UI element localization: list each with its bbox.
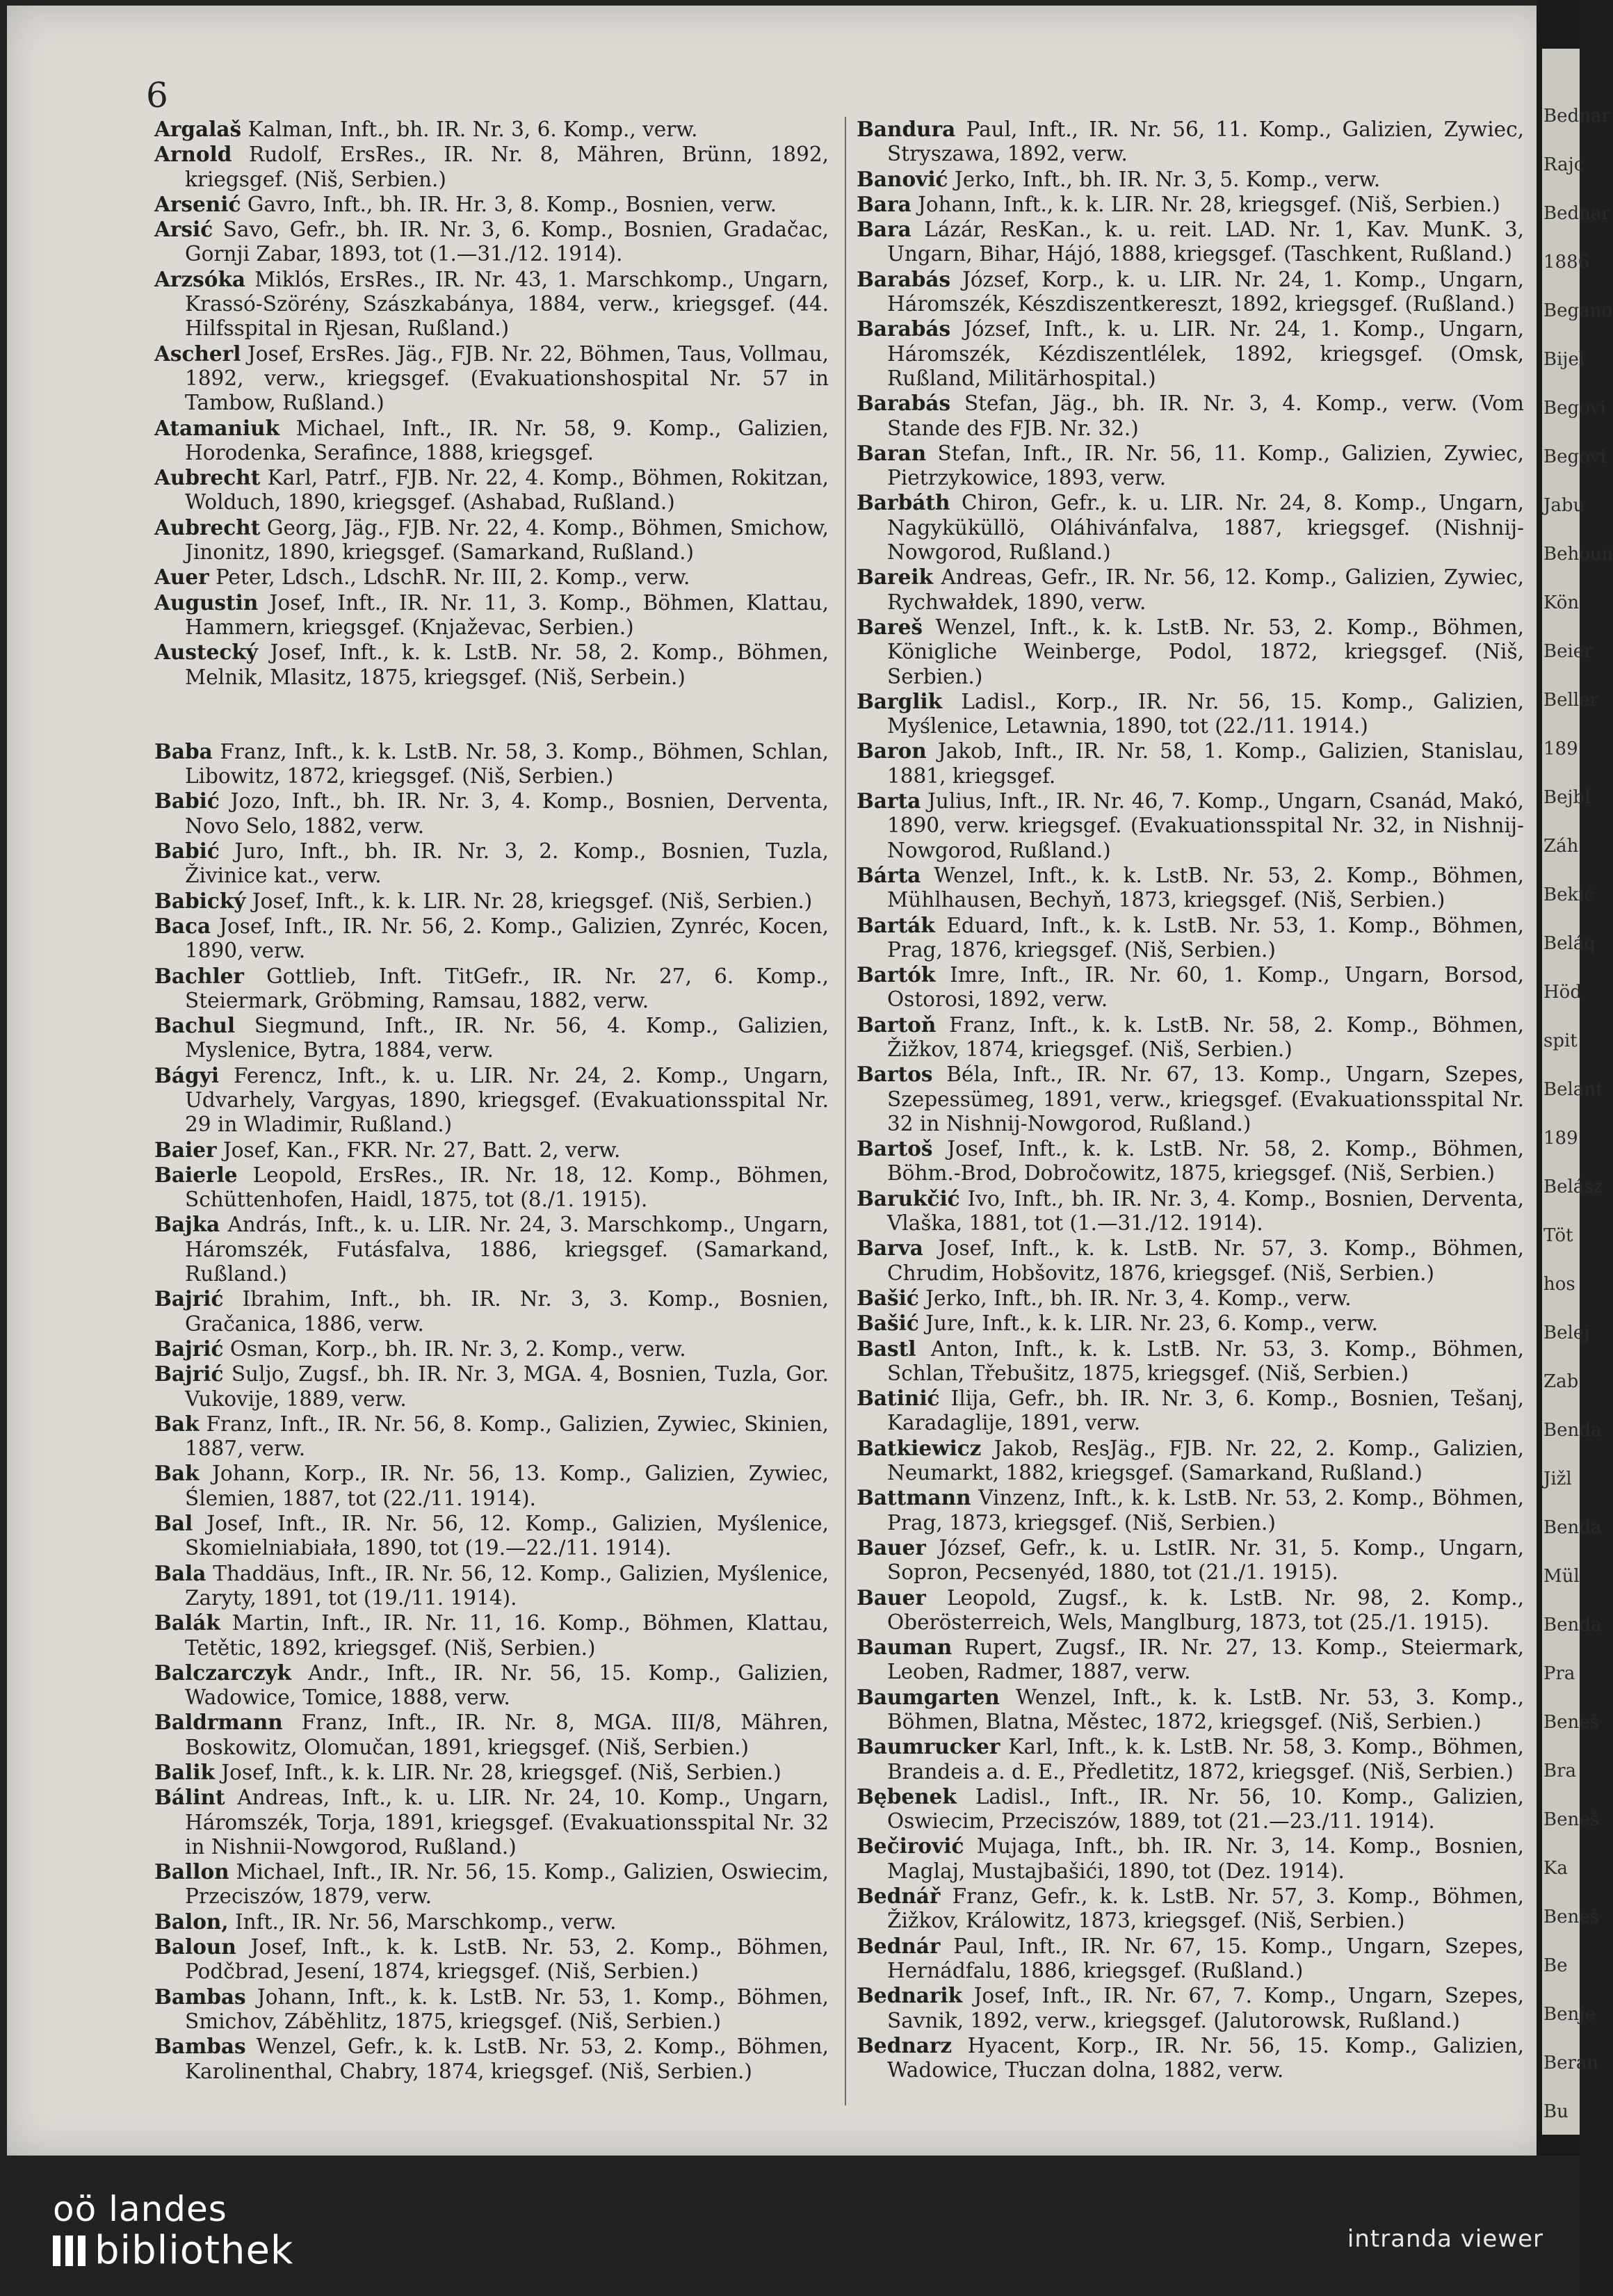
list-entry bbox=[857, 490, 1524, 565]
entry-details: Kalman, Inft., bh. IR. Nr. 3, 6. Komp., verw. bbox=[241, 118, 698, 141]
edge-text-fragment: Záh bbox=[1543, 836, 1579, 857]
entry-details: Suljo, Zugsf., bh. IR. Nr. 3, MGA. 4, Bosnien, Tuzla, Gor. Vukovije, 1889, verw. bbox=[185, 1362, 829, 1411]
entry-details: Lázár, ResKan., k. u. reit. LAD. Nr. 1, Kav. MunK. 3, Ungarn, Bihar, Hájó, 1888, kriegsgef. (Taschkent, Rußland.) bbox=[887, 218, 1524, 266]
entry-details: Jakob, Inft., IR. Nr. 58, 1. Komp., Galizien, Stanislau, 1881, kriegsgef. bbox=[887, 739, 1524, 788]
list-entry bbox=[857, 117, 1524, 167]
entry-details: Jakob, ResJäg., FJB. Nr. 22, 2. Komp., Galizien, Neumarkt, 1882, kriegsgef. (Samarkand, Rußland.) bbox=[887, 1436, 1524, 1485]
list-entry bbox=[857, 1685, 1524, 1735]
entry-details: Thaddäus, Inft., IR. Nr. 56, 12. Komp., Galizien, Myślenice, Zaryty, 1891, tot (19./11. 1914). bbox=[185, 1561, 829, 1610]
entry-details: Osman, Korp., bh. IR. Nr. 3, 2. Komp., verw. bbox=[223, 1336, 686, 1361]
list-entry bbox=[857, 863, 1524, 913]
edge-text-fragment: Benda bbox=[1543, 1517, 1602, 1538]
entry-details: Ibrahim, Inft., bh. IR. Nr. 3, 3. Komp., Bosnien, Gračanica, 1886, verw. bbox=[185, 1287, 829, 1336]
edge-text-fragment: Belej bbox=[1543, 1323, 1590, 1343]
entry-details: Josef, Inft., IR. Nr. 56, 12. Komp., Galizien, Myślenice, Skomielniabiała, 1890, tot (19.—22./11. 1914). bbox=[185, 1512, 829, 1560]
entry-surname: Barglik bbox=[857, 688, 943, 713]
list-entry bbox=[857, 316, 1524, 391]
entry-details: Ladisl., Inft., IR. Nr. 56, 10. Komp., Galizien, Oswiecim, Przeciszów, 1889, tot (21.—23./11. 1914). bbox=[887, 1784, 1524, 1834]
list-entry bbox=[154, 416, 829, 466]
entry-details: Rudolf, ErsRes., IR. Nr. 8, Mähren, Brünn, 1892, kriegsgef. (Niš, Serbien.) bbox=[185, 143, 829, 191]
edge-text-fragment: Belant bbox=[1543, 1079, 1603, 1100]
entry-surname: Bauman bbox=[857, 1635, 953, 1660]
edge-text-fragment: Beier bbox=[1543, 641, 1593, 662]
logo-bars-icon bbox=[53, 2236, 88, 2266]
edge-text-fragment: Rajc bbox=[1543, 154, 1584, 175]
entry-details: József, Korp., k. u. LIR. Nr. 24, 1. Komp., Ungarn, Háromszék, Készdiszentkereszt, 1892, kriegsgef. (Rußland.) bbox=[887, 267, 1524, 316]
list-entry bbox=[154, 789, 829, 839]
list-entry bbox=[154, 839, 829, 889]
entry-surname: Austecký bbox=[154, 640, 258, 665]
entry-details: Karl, Inft., k. k. LstB. Nr. 58, 3. Komp., Böhmen, Brandeis a. d. E., Předletitz, 1872, kriegsgef. (Niš, Serbien.) bbox=[887, 1735, 1524, 1784]
entry-surname: Bednář bbox=[857, 1884, 941, 1909]
entry-surname: Battmann bbox=[857, 1485, 971, 1510]
edge-text-fragment: Beneš bbox=[1543, 1809, 1599, 1830]
entry-details: József, Gefr., k. u. LstIR. Nr. 31, 5. Komp., Ungarn, Sopron, Pecsenyéd, 1880, tot (21./1. 1915). bbox=[887, 1535, 1524, 1585]
scanned-page bbox=[7, 6, 1549, 2156]
entry-details: Franz, Inft., k. k. LstB. Nr. 58, 2. Komp., Böhmen, Žižkov, 1874, kriegsgef. (Niš, Serbien.) bbox=[887, 1012, 1524, 1061]
entry-surname: Bálint bbox=[154, 1785, 225, 1810]
list-entry bbox=[154, 341, 829, 416]
entry-surname: Bartoš bbox=[857, 1136, 933, 1161]
list-entry bbox=[154, 1610, 829, 1660]
list-entry bbox=[154, 640, 829, 690]
entry-surname: Balon, bbox=[154, 1909, 229, 1934]
entry-details: Juro, Inft., bh. IR. Nr. 3, 2. Komp., Bosnien, Tuzla, Živinice kat., verw. bbox=[185, 839, 829, 888]
entry-details: Ilija, Gefr., bh. IR. Nr. 3, 6. Komp., Bosnien, Tešanj, Karadaglije, 1891, verw. bbox=[887, 1387, 1524, 1435]
entry-surname: Bajrić bbox=[154, 1286, 224, 1311]
entry-surname: Ballon bbox=[154, 1859, 229, 1884]
edge-text-fragment: Pra bbox=[1543, 1663, 1575, 1684]
list-entry bbox=[154, 1859, 829, 1909]
list-entry bbox=[857, 391, 1524, 441]
list-entry bbox=[857, 1585, 1524, 1635]
entry-surname: Batkiewicz bbox=[857, 1435, 982, 1460]
entry-surname: Bastl bbox=[857, 1336, 916, 1361]
edge-text-fragment: 189 bbox=[1543, 738, 1578, 759]
entry-surname: Balczarczyk bbox=[154, 1660, 291, 1685]
entry-details: Ladisl., Korp., IR. Nr. 56, 15. Komp., Galizien, Myślenice, Letawnia, 1890, tot (22./11. 1914.) bbox=[887, 689, 1524, 738]
list-entry bbox=[857, 1834, 1524, 1884]
entry-surname: Bareik bbox=[857, 565, 934, 590]
list-entry bbox=[857, 2033, 1524, 2083]
list-entry bbox=[857, 1311, 1524, 1336]
entry-details: Johann, Inft., k. k. LIR. Nr. 28, kriegsgef. (Niš, Serbien.) bbox=[911, 192, 1500, 216]
entry-details: Michael, Inft., IR. Nr. 58, 9. Komp., Galizien, Horodenka, Serafince, 1888, kriegsgef. bbox=[185, 416, 829, 464]
entry-surname: Aubrecht bbox=[154, 465, 261, 490]
edge-text-fragment: Benda bbox=[1543, 1615, 1602, 1635]
entry-surname: Barabás bbox=[857, 316, 951, 341]
entry-details: Wenzel, Inft., k. k. LstB. Nr. 53, 3. Komp., Böhmen, Blatna, Městec, 1872, kriegsgef. (Niš, Serbien.) bbox=[887, 1685, 1524, 1733]
entry-details: Johann, Korp., IR. Nr. 56, 13. Komp., Galizien, Zywiec, Ślemien, 1887, tot (22./11. 1914). bbox=[185, 1462, 829, 1510]
list-entry bbox=[154, 1361, 829, 1412]
list-entry bbox=[857, 167, 1524, 192]
entry-surname: Baron bbox=[857, 738, 927, 763]
list-entry bbox=[857, 1062, 1524, 1136]
entry-surname: Bašić bbox=[857, 1311, 919, 1336]
edge-text-fragment: Bijel bbox=[1543, 349, 1585, 370]
list-entry bbox=[154, 914, 829, 964]
edge-text-fragment: Töt bbox=[1543, 1225, 1573, 1246]
entry-details: Paul, Inft., IR. Nr. 67, 15. Komp., Ungarn, Szepes, Hernádfalu, 1886, kriegsgef. (Rußland.) bbox=[887, 1934, 1524, 1982]
entry-details: Mujaga, Inft., bh. IR. Nr. 3, 14. Komp., Bosnien, Maglaj, Mustajbašići, 1890, tot (Dez. 1914). bbox=[887, 1834, 1524, 1883]
edge-text-fragment: Behoun bbox=[1543, 544, 1613, 565]
entry-details: Ivo, Inft., bh. IR. Nr. 3, 4. Komp., Bosnien, Derventa, Vlaška, 1881, tot (1.—31./12. 1914). bbox=[887, 1186, 1524, 1236]
list-entry bbox=[154, 1138, 829, 1163]
entry-details: Eduard, Inft., k. k. LstB. Nr. 53, 1. Komp., Böhmen, Prag, 1876, kriegsgef. (Niš, Serbien.) bbox=[887, 913, 1524, 962]
entry-details: András, Inft., k. u. LIR. Nr. 24, 3. Marschkomp., Ungarn, Háromszék, Futásfalva, 1886, kriegsgef. (Samarkand, Rußland.) bbox=[185, 1213, 829, 1286]
list-entry bbox=[154, 739, 829, 789]
entry-details: Josef, Inft., k. k. LstB. Nr. 58, 2. Komp., Böhmen, Böhm.-Brod, Dobročowitz, 1875, kriegsgef. (Niš, Serbien.) bbox=[887, 1137, 1524, 1186]
entry-surname: Aubrecht bbox=[154, 515, 261, 540]
entry-details: Jozo, Inft., bh. IR. Nr. 3, 4. Komp., Bosnien, Derventa, Novo Selo, 1882, verw. bbox=[185, 789, 829, 838]
entry-surname: Bal bbox=[154, 1511, 193, 1536]
entry-details: Wenzel, Gefr., k. k. LstB. Nr. 53, 2. Komp., Böhmen, Karolinenthal, Chabry, 1874, kriegsgef. (Niš, Serbien.) bbox=[185, 2035, 829, 2083]
entry-details: Franz, Inft., IR. Nr. 8, MGA. III/8, Mähren, Boskowitz, Olomučan, 1891, kriegsgef. (Niš, Serbien.) bbox=[185, 1711, 829, 1759]
entry-details: Andreas, Inft., k. u. LIR. Nr. 24, 10. Komp., Ungarn, Háromszék, Torja, 1891, kriegsgef. (Evakuationsspital Nr. 32 in Nishnii-Nowgorod, Rußland.) bbox=[185, 1786, 829, 1859]
entry-surname: Arsić bbox=[154, 217, 213, 242]
edge-text-fragment: Höd bbox=[1543, 982, 1582, 1003]
entry-surname: Bachler bbox=[154, 963, 244, 988]
edge-text-fragment: Benje bbox=[1543, 2004, 1596, 2025]
entry-details: Vinzenz, Inft., k. k. LstB. Nr. 53, 2. Komp., Böhmen, Prag, 1873, kriegsgef. (Niš, Serbien.) bbox=[887, 1486, 1524, 1535]
entry-details: Siegmund, Inft., IR. Nr. 56, 4. Komp., Galizien, Myslenice, Bytra, 1884, verw. bbox=[185, 1014, 829, 1062]
entry-surname: Baran bbox=[857, 440, 927, 465]
entry-details: Julius, Inft., IR. Nr. 46, 7. Komp., Ungarn, Csanád, Makó, 1890, verw. kriegsgef. (Evakuationsspital Nr. 32, in Nishnij-Nowgorod, Rußland.) bbox=[887, 789, 1524, 862]
entry-details: Gavro, Inft., bh. IR. Hr. 3, 8. Komp., Bosnien, verw. bbox=[241, 192, 777, 216]
edge-text-fragment: Beneš bbox=[1543, 1907, 1599, 1927]
list-entry bbox=[857, 1485, 1524, 1535]
section-gap bbox=[154, 690, 829, 739]
viewer-brand-label: intranda viewer bbox=[1347, 2225, 1543, 2253]
entry-details: Stefan, Inft., IR. Nr. 56, 11. Komp., Galizien, Zywiec, Pietrzykowice, 1893, verw. bbox=[887, 441, 1524, 490]
list-entry bbox=[154, 565, 829, 590]
entry-surname: Balák bbox=[154, 1610, 220, 1635]
entry-details: Franz, Inft., IR. Nr. 56, 8. Komp., Galizien, Zywiec, Skinien, 1887, verw. bbox=[185, 1412, 829, 1461]
entry-surname: Bečirović bbox=[857, 1834, 964, 1859]
entry-surname: Barabás bbox=[857, 391, 951, 416]
entry-surname: Baldrmann bbox=[154, 1710, 283, 1735]
list-entry bbox=[154, 192, 829, 217]
list-entry bbox=[857, 1784, 1524, 1834]
entry-details: Georg, Jäg., FJB. Nr. 22, 4. Komp., Böhmen, Smichow, Jinonitz, 1890, kriegsgef. (Samarkand, Rußland.) bbox=[185, 515, 829, 565]
edge-text-fragment: Bekić bbox=[1543, 884, 1595, 905]
entry-surname: Argalaš bbox=[154, 117, 242, 141]
entry-details: Imre, Inft., IR. Nr. 60, 1. Komp., Ungarn, Borsod, Ostorosi, 1892, verw. bbox=[887, 963, 1524, 1012]
list-entry bbox=[857, 217, 1524, 267]
entry-surname: Bartók bbox=[857, 962, 936, 987]
entry-surname: Auer bbox=[154, 565, 209, 590]
list-entry bbox=[154, 1660, 829, 1711]
entry-surname: Arsenić bbox=[154, 191, 241, 216]
entry-details: Leopold, ErsRes., IR. Nr. 18, 12. Komp., Böhmen, Schüttenhofen, Haidl, 1875, tot (8./1. 1915). bbox=[185, 1163, 829, 1212]
entry-details: Savo, Gefr., bh. IR. Nr. 3, 6. Komp., Bosnien, Gradačac, Gornji Zabar, 1893, tot (1.—31./12. 1914). bbox=[185, 218, 829, 266]
list-entry bbox=[154, 1785, 829, 1859]
edge-text-fragment: Bednar bbox=[1543, 203, 1610, 224]
entry-surname: Bauer bbox=[857, 1585, 926, 1610]
entry-surname: Baierle bbox=[154, 1162, 238, 1187]
list-entry bbox=[154, 1710, 829, 1760]
list-entry bbox=[154, 217, 829, 267]
list-entry bbox=[154, 465, 829, 515]
entry-details: Josef, Inft., k. k. LstB. Nr. 57, 3. Komp., Böhmen, Chrudim, Hobšovitz, 1876, kriegsgef. (Niš, Serbien.) bbox=[887, 1236, 1524, 1285]
entry-surname: Bak bbox=[154, 1411, 200, 1436]
list-entry bbox=[857, 1535, 1524, 1585]
list-entry bbox=[857, 738, 1524, 789]
entry-details: Paul, Inft., IR. Nr. 56, 11. Komp., Galizien, Zywiec, Stryszawa, 1892, verw. bbox=[887, 118, 1524, 166]
list-entry bbox=[154, 1984, 829, 2035]
list-entry bbox=[857, 1436, 1524, 1486]
entry-surname: Banović bbox=[857, 166, 948, 191]
edge-text-fragment: Kön bbox=[1543, 592, 1580, 613]
entry-surname: Baloun bbox=[154, 1934, 236, 1959]
entry-surname: Bartos bbox=[857, 1062, 933, 1087]
entry-surname: Baumrucker bbox=[857, 1734, 1000, 1759]
entry-surname: Bajrić bbox=[154, 1361, 224, 1387]
edge-text-fragment: Be bbox=[1543, 1955, 1568, 1976]
list-entry bbox=[857, 913, 1524, 963]
entry-surname: Batinić bbox=[857, 1386, 940, 1411]
list-entry bbox=[857, 962, 1524, 1012]
entry-details: Johann, Inft., k. k. LstB. Nr. 53, 1. Komp., Böhmen, Smichov, Záběhlitz, 1875, kriegsgef. (Niš, Serbien.) bbox=[185, 1984, 829, 2033]
entry-surname: Atamaniuk bbox=[154, 415, 279, 440]
entry-details: Ferencz, Inft., k. u. LIR. Nr. 24, 2. Komp., Ungarn, Udvarhely, Vargyas, 1890, kriegsgef. (Evakuationsspital Nr. 29 in Wladimir, Rußland.) bbox=[185, 1063, 829, 1137]
entry-surname: Bara bbox=[857, 191, 911, 216]
list-entry bbox=[154, 1561, 829, 1611]
entry-details: Rupert, Zugsf., IR. Nr. 27, 13. Komp., Steiermark, Leoben, Radmer, 1887, verw. bbox=[887, 1635, 1524, 1684]
entry-surname: Barukčić bbox=[857, 1186, 960, 1211]
page-number: 6 bbox=[146, 75, 168, 115]
entry-details: Josef, ErsRes. Jäg., FJB. Nr. 22, Böhmen, Taus, Vollmau, 1892, verw., kriegsgef. (Evakuationshospital Nr. 57 in Tambow, Rußland.) bbox=[185, 341, 829, 415]
list-entry bbox=[154, 964, 829, 1014]
edge-text-fragment: Begovi bbox=[1543, 446, 1606, 467]
entry-details: Josef, Inft., k. k. LIR. Nr. 28, kriegsgef. (Niš, Serbien.) bbox=[245, 889, 813, 913]
entry-surname: Bandura bbox=[857, 117, 956, 141]
list-entry bbox=[154, 1934, 829, 1984]
entry-details: Anton, Inft., k. k. LstB. Nr. 53, 3. Komp., Böhmen, Schlan, Třebušitz, 1875, kriegsgef. (Niš, Serbien.) bbox=[887, 1336, 1524, 1385]
entry-details: Martin, Inft., IR. Nr. 11, 16. Komp., Böhmen, Klattau, Tetětic, 1892, kriegsgef. (Niš, Serbien.) bbox=[185, 1611, 829, 1660]
entry-surname: Bambas bbox=[154, 1984, 246, 2009]
list-entry bbox=[857, 1934, 1524, 1984]
list-entry bbox=[154, 515, 829, 565]
edge-text-fragment: Mül bbox=[1543, 1566, 1580, 1587]
list-entry bbox=[857, 1983, 1524, 2033]
entry-details: Michael, Inft., IR. Nr. 56, 15. Komp., Galizien, Oswiecim, Przeciszów, 1879, verw. bbox=[185, 1860, 829, 1909]
next-page-edge bbox=[1537, 0, 1613, 2156]
list-entry bbox=[154, 889, 829, 914]
list-entry bbox=[154, 1412, 829, 1462]
left-column bbox=[154, 117, 829, 2084]
logo-line-2 bbox=[53, 2229, 293, 2272]
entry-surname: Baba bbox=[154, 738, 213, 763]
library-logo[interactable] bbox=[53, 2189, 293, 2272]
logo-line-1: oö landes bbox=[53, 2189, 227, 2229]
list-entry bbox=[154, 1063, 829, 1138]
entry-details: Josef, Inft., k. k. LstB. Nr. 58, 2. Komp., Böhmen, Melnik, Mlasitz, 1875, kriegsgef. (Niš, Serbein.) bbox=[185, 640, 829, 689]
edge-text-fragment: Benda bbox=[1543, 1420, 1602, 1441]
list-entry bbox=[857, 1236, 1524, 1286]
list-entry bbox=[154, 1760, 829, 1785]
edge-text-fragment: Ka bbox=[1543, 1858, 1568, 1879]
entry-details: József, Inft., k. u. LIR. Nr. 24, 1. Komp., Ungarn, Háromszék, Kézdiszentlélek, 1892, kriegsgef. (Omsk, Rußland, Militärhospital.) bbox=[887, 317, 1524, 390]
entry-details: Béla, Inft., IR. Nr. 67, 13. Komp., Ungarn, Szepes, Szepessümeg, 1891, verw., kriegsgef. (Evakuationsspital Nr. 32 in Nishnij-Nowgorod, Rußland.) bbox=[887, 1062, 1524, 1135]
list-entry bbox=[154, 142, 829, 192]
entry-details: Josef, Kan., FKR. Nr. 27, Batt. 2, verw. bbox=[216, 1138, 621, 1162]
edge-text-fragment: Jižl bbox=[1543, 1469, 1572, 1489]
entry-surname: Barva bbox=[857, 1236, 923, 1261]
list-entry bbox=[154, 1163, 829, 1213]
entry-surname: Bašić bbox=[857, 1285, 919, 1310]
edge-text-fragment: Beller bbox=[1543, 690, 1598, 711]
entry-surname: Bednár bbox=[857, 1933, 941, 1958]
edge-text-fragment: Bra bbox=[1543, 1761, 1577, 1781]
list-entry bbox=[857, 689, 1524, 739]
entry-surname: Bachul bbox=[154, 1013, 236, 1038]
entry-surname: Bala bbox=[154, 1560, 206, 1585]
entry-surname: Barták bbox=[857, 912, 935, 937]
list-entry bbox=[857, 441, 1524, 491]
entry-surname: Bednarz bbox=[857, 2032, 953, 2057]
list-entry bbox=[857, 1386, 1524, 1436]
entry-details: Wenzel, Inft., k. k. LstB. Nr. 53, 2. Komp., Böhmen, Mühlhausen, Bechyň, 1873, kriegsgef. (Niš, Serbien.) bbox=[887, 863, 1524, 912]
entry-details: Jure, Inft., k. k. LIR. Nr. 23, 6. Komp., verw. bbox=[918, 1311, 1378, 1336]
list-entry bbox=[857, 565, 1524, 615]
list-entry bbox=[857, 1336, 1524, 1387]
list-entry bbox=[154, 117, 829, 142]
entry-surname: Arzsóka bbox=[154, 266, 246, 291]
entry-surname: Bajka bbox=[154, 1212, 220, 1237]
entry-surname: Balik bbox=[154, 1760, 215, 1784]
edge-text-fragment: Bejbl bbox=[1543, 787, 1591, 808]
entry-surname: Bajrić bbox=[154, 1336, 224, 1361]
list-entry bbox=[857, 192, 1524, 217]
entry-details: Jerko, Inft., bh. IR. Nr. 3, 4. Komp., verw. bbox=[918, 1286, 1352, 1310]
entry-details: Jerko, Inft., bh. IR. Nr. 3, 5. Komp., verw. bbox=[948, 167, 1381, 191]
list-entry bbox=[857, 789, 1524, 863]
entry-details: Franz, Inft., k. k. LstB. Nr. 58, 3. Komp., Böhmen, Schlan, Libowitz, 1872, kriegsgef. (Niš, Serbien.) bbox=[185, 739, 829, 789]
entry-details: Miklós, ErsRes., IR. Nr. 43, 1. Marschkomp., Ungarn, Krassó-Szörény, Szászkabánya, 1884, verw., kriegsgef. (44. Hilfsspital in Rjesan, Rußland.) bbox=[185, 267, 829, 341]
entry-details: Leopold, Zugsf., k. k. LstB. Nr. 98, 2. Komp., Oberösterreich, Wels, Manglburg, 1873, tot (25./1. 1915). bbox=[887, 1585, 1524, 1634]
edge-text-fragment: Begano bbox=[1543, 300, 1613, 321]
entry-surname: Babić bbox=[154, 789, 220, 814]
entry-details: Josef, Inft., k. k. LIR. Nr. 28, kriegsgef. (Niš, Serbien.) bbox=[214, 1761, 781, 1784]
list-entry bbox=[154, 1013, 829, 1063]
edge-text-fragment: Beláq bbox=[1543, 933, 1596, 954]
entry-details: Inft., IR. Nr. 56, Marschkomp., verw. bbox=[228, 1909, 617, 1934]
edge-text-fragment: hos bbox=[1543, 1274, 1575, 1295]
entry-surname: Bartoň bbox=[857, 1012, 937, 1037]
entry-details: Franz, Gefr., k. k. LstB. Nr. 57, 3. Komp., Böhmen, Žižkov, Králowitz, 1873, kriegsgef. (Niš, Serbien.) bbox=[887, 1884, 1524, 1933]
entry-surname: Baier bbox=[154, 1137, 217, 1162]
edge-text-fragment: Bednar bbox=[1543, 106, 1610, 127]
list-entry bbox=[154, 1461, 829, 1511]
entry-surname: Barbáth bbox=[857, 490, 950, 515]
list-entry bbox=[154, 1286, 829, 1336]
list-entry bbox=[154, 590, 829, 640]
entry-surname: Barabás bbox=[857, 266, 951, 291]
entry-surname: Bębenek bbox=[857, 1784, 957, 1809]
list-entry bbox=[857, 267, 1524, 317]
list-entry bbox=[857, 1734, 1524, 1784]
entry-surname: Bauer bbox=[857, 1535, 926, 1560]
entry-details: Josef, Inft., IR. Nr. 11, 3. Komp., Böhmen, Klattau, Hammern, kriegsgef. (Knjaževac, Serbien.) bbox=[185, 590, 829, 639]
entry-surname: Bárta bbox=[857, 862, 921, 887]
list-entry bbox=[857, 1884, 1524, 1934]
list-entry bbox=[857, 1012, 1524, 1062]
edge-text-fragment: Jabu bbox=[1543, 495, 1585, 516]
edge-text-fragment: Begovi bbox=[1543, 398, 1606, 419]
entry-surname: Bareš bbox=[857, 614, 923, 639]
list-entry bbox=[154, 1212, 829, 1286]
entry-surname: Ascherl bbox=[154, 341, 241, 366]
entry-details: Wenzel, Inft., k. k. LstB. Nr. 53, 2. Komp., Böhmen, Königliche Weinberge, Podol, 1872, kriegsgef. (Niš, Serbien.) bbox=[887, 615, 1524, 688]
logo-line-2-text: bibliothek bbox=[95, 2228, 294, 2273]
entry-details: Josef, Inft., IR. Nr. 67, 7. Komp., Ungarn, Szepes, Savnik, 1892, verw., kriegsgef. (Jalutorowsk, Rußland.) bbox=[887, 1984, 1524, 2032]
entry-details: Karl, Patrf., FJB. Nr. 22, 4. Komp., Böhmen, Rokitzan, Wolduch, 1890, kriegsgef. (Ashabad, Rußland.) bbox=[185, 466, 829, 515]
entry-details: Gottlieb, Inft. TitGefr., IR. Nr. 27, 6. Komp., Steiermark, Gröbming, Ramsau, 1882, verw. bbox=[185, 964, 829, 1012]
entry-surname: Babický bbox=[154, 888, 246, 913]
entry-details: Chiron, Gefr., k. u. LIR. Nr. 24, 8. Komp., Ungarn, Nagyküküllö, Oláhivánfalva, 1887, kriegsgef. (Nishnij-Nowgorod, Rußland.) bbox=[887, 491, 1524, 565]
column-divider bbox=[845, 117, 846, 2105]
list-entry bbox=[857, 615, 1524, 689]
list-entry bbox=[857, 1136, 1524, 1186]
entry-details: Andr., Inft., IR. Nr. 56, 15. Komp., Galizien, Wadowice, Tomice, 1888, verw. bbox=[185, 1660, 829, 1710]
entry-surname: Bak bbox=[154, 1461, 200, 1486]
entry-details: Hyacent, Korp., IR. Nr. 56, 15. Komp., Galizien, Wadowice, Tłuczan dolna, 1882, verw. bbox=[887, 2033, 1524, 2083]
entry-details: Peter, Ldsch., LdschR. Nr. III, 2. Komp., verw. bbox=[209, 565, 690, 590]
edge-text-fragment: spit bbox=[1543, 1030, 1578, 1051]
entry-surname: Barta bbox=[857, 789, 921, 814]
list-entry bbox=[857, 1186, 1524, 1236]
edge-text-fragment: Beran bbox=[1543, 2053, 1599, 2073]
entry-surname: Bambas bbox=[154, 2034, 246, 2059]
list-entry bbox=[857, 1635, 1524, 1685]
list-entry bbox=[154, 1336, 829, 1361]
right-column bbox=[857, 117, 1524, 2083]
entry-surname: Baumgarten bbox=[857, 1684, 1000, 1709]
entry-details: Stefan, Jäg., bh. IR. Nr. 3, 4. Komp., verw. (Vom Stande des FJB. Nr. 32.) bbox=[887, 391, 1524, 440]
entry-surname: Bara bbox=[857, 217, 911, 242]
entry-surname: Arnold bbox=[154, 142, 232, 167]
entry-surname: Bednarik bbox=[857, 1983, 963, 2008]
entry-surname: Baca bbox=[154, 913, 211, 938]
entry-surname: Augustin bbox=[154, 590, 259, 615]
entry-details: Josef, Inft., IR. Nr. 56, 2. Komp., Galizien, Zynréc, Kocen, 1890, verw. bbox=[185, 914, 829, 963]
edge-text-fragment: Zab bbox=[1543, 1371, 1579, 1392]
entry-surname: Babić bbox=[154, 839, 220, 864]
entry-surname: Bágyi bbox=[154, 1062, 220, 1088]
list-entry bbox=[154, 1909, 829, 1934]
list-entry bbox=[154, 267, 829, 341]
edge-text-fragment: Belász bbox=[1543, 1177, 1603, 1197]
edge-text-fragment: 189 bbox=[1543, 1128, 1578, 1149]
edge-text-fragment: Beneš bbox=[1543, 1712, 1599, 1733]
list-entry bbox=[857, 1286, 1524, 1311]
edge-text-fragment: Bu bbox=[1543, 2101, 1569, 2122]
list-entry bbox=[154, 1511, 829, 1561]
entry-details: Josef, Inft., k. k. LstB. Nr. 53, 2. Komp., Böhmen, Podčbrad, Jesení, 1874, kriegsgef. (Niš, Serbien.) bbox=[185, 1935, 829, 1984]
entry-details: Andreas, Gefr., IR. Nr. 56, 12. Komp., Galizien, Zywiec, Rychwałdek, 1890, verw. bbox=[887, 565, 1524, 614]
list-entry bbox=[154, 2034, 829, 2084]
edge-text-fragment: 1886 bbox=[1543, 252, 1590, 273]
